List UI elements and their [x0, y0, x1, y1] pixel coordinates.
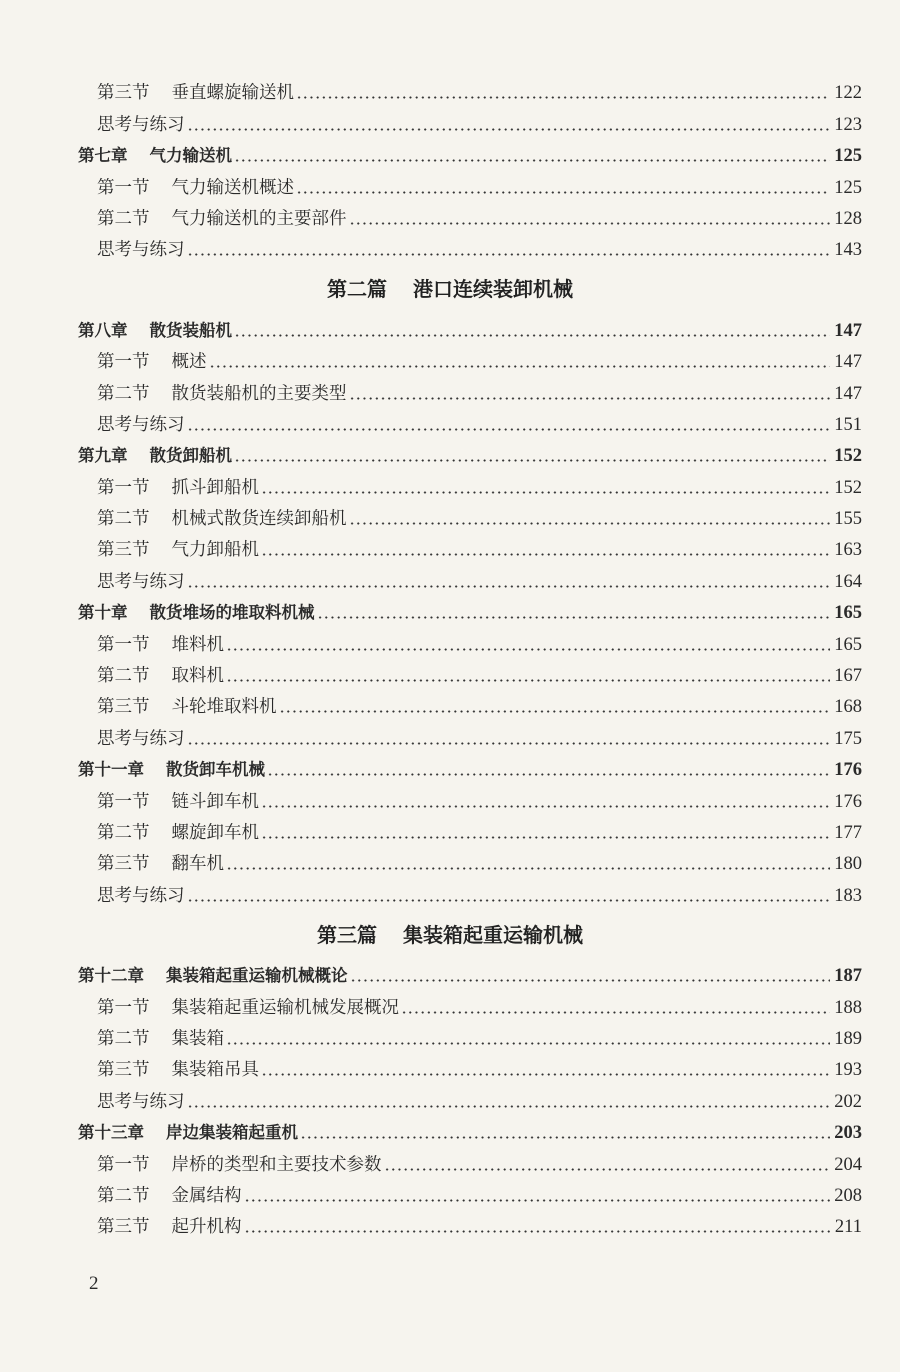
page-ref: 176	[834, 791, 862, 812]
section-entry[interactable]	[0, 988, 900, 1019]
section-number: 第一节	[97, 791, 150, 812]
exercise-entry[interactable]	[0, 719, 900, 750]
dot-leader	[187, 585, 831, 588]
page-ref: 152	[834, 446, 862, 467]
section-title: 机械式散货连续卸船机	[171, 509, 347, 530]
chapter-number: 第九章	[78, 446, 128, 466]
page-ref: 183	[834, 885, 862, 906]
part-heading	[0, 908, 900, 957]
page-ref: 203	[834, 1123, 862, 1144]
page-ref: 208	[834, 1185, 862, 1206]
section-title: 概述	[171, 352, 207, 373]
dot-leader	[226, 1042, 830, 1045]
section-title: 气力卸船机	[171, 540, 259, 561]
dot-leader	[187, 253, 831, 256]
page-ref: 147	[834, 383, 862, 404]
dot-leader	[401, 1011, 830, 1014]
page-ref: 155	[834, 509, 862, 530]
dot-leader	[349, 397, 831, 400]
page-ref: 152	[834, 477, 862, 498]
dot-leader	[279, 710, 831, 713]
dot-leader	[261, 836, 830, 839]
section-entry[interactable]	[0, 531, 900, 562]
section-title: 斗轮堆取料机	[171, 697, 277, 718]
section-title: 垂直螺旋输送机	[171, 83, 294, 104]
dot-leader	[384, 1168, 831, 1171]
section-number: 第一节	[97, 634, 150, 655]
section-entry[interactable]	[0, 1177, 900, 1208]
section-number: 第二节	[97, 1028, 150, 1049]
section-title: 集装箱	[171, 1028, 224, 1049]
section-number: 第三节	[97, 1060, 150, 1081]
section-number: 第二节	[97, 509, 150, 530]
part-number: 第二篇	[327, 277, 387, 302]
chapter-number: 第七章	[78, 146, 128, 166]
page-ref: 180	[834, 854, 862, 875]
section-title: 散货装船机的主要类型	[171, 383, 347, 404]
dot-leader	[296, 96, 830, 99]
section-entry[interactable]	[0, 468, 900, 499]
section-entry[interactable]	[0, 168, 900, 199]
section-title: 岸桥的类型和主要技术参数	[171, 1154, 382, 1175]
dot-leader	[187, 428, 831, 431]
section-entry[interactable]	[0, 374, 900, 405]
section-entry[interactable]	[0, 1051, 900, 1082]
section-title: 堆料机	[171, 634, 224, 655]
chapter-title: 气力输送机	[149, 146, 232, 166]
part-title: 港口连续装卸机械	[413, 277, 573, 302]
exercise-title: 思考与练习	[97, 414, 185, 435]
section-entry[interactable]	[0, 200, 900, 231]
exercise-title: 思考与练习	[97, 240, 185, 261]
section-number: 第三节	[97, 83, 150, 104]
section-number: 第一节	[97, 352, 150, 373]
dot-leader	[350, 979, 831, 982]
chapter-entry[interactable]	[0, 594, 900, 625]
section-entry[interactable]	[0, 625, 900, 656]
dot-leader	[261, 491, 830, 494]
section-entry[interactable]	[0, 343, 900, 374]
exercise-title: 思考与练习	[97, 885, 185, 906]
dot-leader	[187, 128, 831, 131]
dot-leader	[261, 553, 830, 556]
dot-leader	[187, 742, 831, 745]
section-title: 集装箱起重运输机械发展概况	[171, 997, 399, 1018]
section-number: 第二节	[97, 208, 150, 229]
section-number: 第二节	[97, 383, 150, 404]
page-ref: 128	[834, 208, 862, 229]
dot-leader	[267, 773, 830, 776]
part-title: 集装箱起重运输机械	[403, 922, 583, 947]
dot-leader	[187, 899, 831, 902]
page-ref: 168	[834, 697, 862, 718]
section-entry[interactable]	[0, 688, 900, 719]
exercise-title: 思考与练习	[97, 1091, 185, 1112]
dot-leader	[226, 648, 830, 651]
section-title: 螺旋卸车机	[171, 822, 259, 843]
exercise-entry[interactable]	[0, 105, 900, 136]
section-title: 起升机构	[171, 1217, 242, 1238]
page-ref: 165	[834, 634, 862, 655]
page-ref: 177	[834, 822, 862, 843]
section-number: 第三节	[97, 697, 150, 718]
dot-leader	[244, 1230, 831, 1233]
chapter-entry[interactable]	[0, 437, 900, 468]
chapter-title: 散货卸船机	[149, 446, 232, 466]
dot-leader	[244, 1199, 831, 1202]
section-title: 取料机	[171, 666, 224, 687]
section-title: 气力输送机概述	[171, 177, 294, 198]
page-ref: 202	[834, 1091, 862, 1112]
exercise-title: 思考与练习	[97, 114, 185, 135]
dot-leader	[349, 222, 831, 225]
dot-leader	[234, 159, 830, 162]
section-number: 第一节	[97, 1154, 150, 1175]
chapter-number: 第八章	[78, 320, 128, 340]
chapter-entry[interactable]	[0, 751, 900, 782]
chapter-number: 第十二章	[78, 966, 144, 986]
section-title: 集装箱吊具	[171, 1060, 259, 1081]
dot-leader	[226, 679, 830, 682]
dot-leader	[261, 1073, 830, 1076]
part-heading	[0, 262, 900, 311]
section-entry[interactable]	[0, 657, 900, 688]
page-ref: 164	[834, 571, 862, 592]
page-ref: 122	[834, 83, 862, 104]
chapter-title: 集装箱起重运输机械概论	[166, 966, 348, 986]
chapter-number: 第十三章	[78, 1123, 144, 1143]
exercise-entry[interactable]	[0, 1082, 900, 1113]
page-ref: 193	[834, 1060, 862, 1081]
section-entry[interactable]	[0, 500, 900, 531]
section-title: 链斗卸车机	[171, 791, 259, 812]
page-number: 2	[89, 1273, 99, 1294]
dot-leader	[226, 867, 830, 870]
page-ref: 167	[834, 666, 862, 687]
dot-leader	[261, 805, 830, 808]
section-entry[interactable]	[0, 1208, 900, 1239]
section-title: 抓斗卸船机	[171, 477, 259, 498]
page-ref: 147	[834, 320, 862, 341]
chapter-entry[interactable]	[0, 1114, 900, 1145]
section-number: 第二节	[97, 1185, 150, 1206]
section-title: 翻车机	[171, 854, 224, 875]
chapter-number: 第十一章	[78, 760, 144, 780]
page-ref: 211	[834, 1217, 862, 1238]
chapter-entry[interactable]	[0, 311, 900, 342]
page-ref: 175	[834, 728, 862, 749]
chapter-entry[interactable]	[0, 957, 900, 988]
dot-leader	[300, 1136, 830, 1139]
section-title: 气力输送机的主要部件	[171, 208, 347, 229]
section-number: 第一节	[97, 177, 150, 198]
page-ref: 176	[834, 760, 862, 781]
exercise-title: 思考与练习	[97, 571, 185, 592]
section-entry[interactable]	[0, 1145, 900, 1176]
page-ref: 165	[834, 603, 862, 624]
dot-leader	[317, 616, 831, 619]
chapter-title: 散货装船机	[149, 320, 232, 340]
section-number: 第一节	[97, 997, 150, 1018]
section-entry[interactable]	[0, 1020, 900, 1051]
chapter-title: 散货堆场的堆取料机械	[149, 603, 315, 623]
chapter-title: 岸边集装箱起重机	[166, 1123, 298, 1143]
page-ref: 187	[834, 966, 862, 987]
page-ref: 125	[834, 177, 862, 198]
page-ref: 163	[834, 540, 862, 561]
dot-leader	[349, 522, 831, 525]
section-entry[interactable]	[0, 74, 900, 105]
dot-leader	[296, 191, 830, 194]
exercise-entry[interactable]	[0, 231, 900, 262]
exercise-title: 思考与练习	[97, 728, 185, 749]
page-ref: 147	[834, 352, 862, 373]
page-ref: 204	[834, 1154, 862, 1175]
page-ref: 189	[834, 1028, 862, 1049]
section-entry[interactable]	[0, 782, 900, 813]
dot-leader	[209, 365, 831, 368]
page-ref: 143	[834, 240, 862, 261]
dot-leader	[234, 459, 830, 462]
dot-leader	[187, 1105, 831, 1108]
chapter-entry[interactable]	[0, 137, 900, 168]
page-ref: 125	[834, 146, 862, 167]
section-number: 第三节	[97, 540, 150, 561]
page-ref: 188	[834, 997, 862, 1018]
section-number: 第三节	[97, 854, 150, 875]
section-number: 第一节	[97, 477, 150, 498]
section-number: 第三节	[97, 1217, 150, 1238]
exercise-entry[interactable]	[0, 406, 900, 437]
section-entry[interactable]	[0, 845, 900, 876]
section-number: 第二节	[97, 666, 150, 687]
chapter-number: 第十章	[78, 603, 128, 623]
exercise-entry[interactable]	[0, 562, 900, 593]
section-entry[interactable]	[0, 814, 900, 845]
section-title: 金属结构	[171, 1185, 242, 1206]
exercise-entry[interactable]	[0, 876, 900, 907]
page-ref: 123	[834, 114, 862, 135]
table-of-contents	[0, 74, 900, 1239]
section-number: 第二节	[97, 822, 150, 843]
chapter-title: 散货卸车机械	[166, 760, 265, 780]
page-ref: 151	[834, 414, 862, 435]
part-number: 第三篇	[317, 922, 377, 947]
dot-leader	[234, 334, 830, 337]
